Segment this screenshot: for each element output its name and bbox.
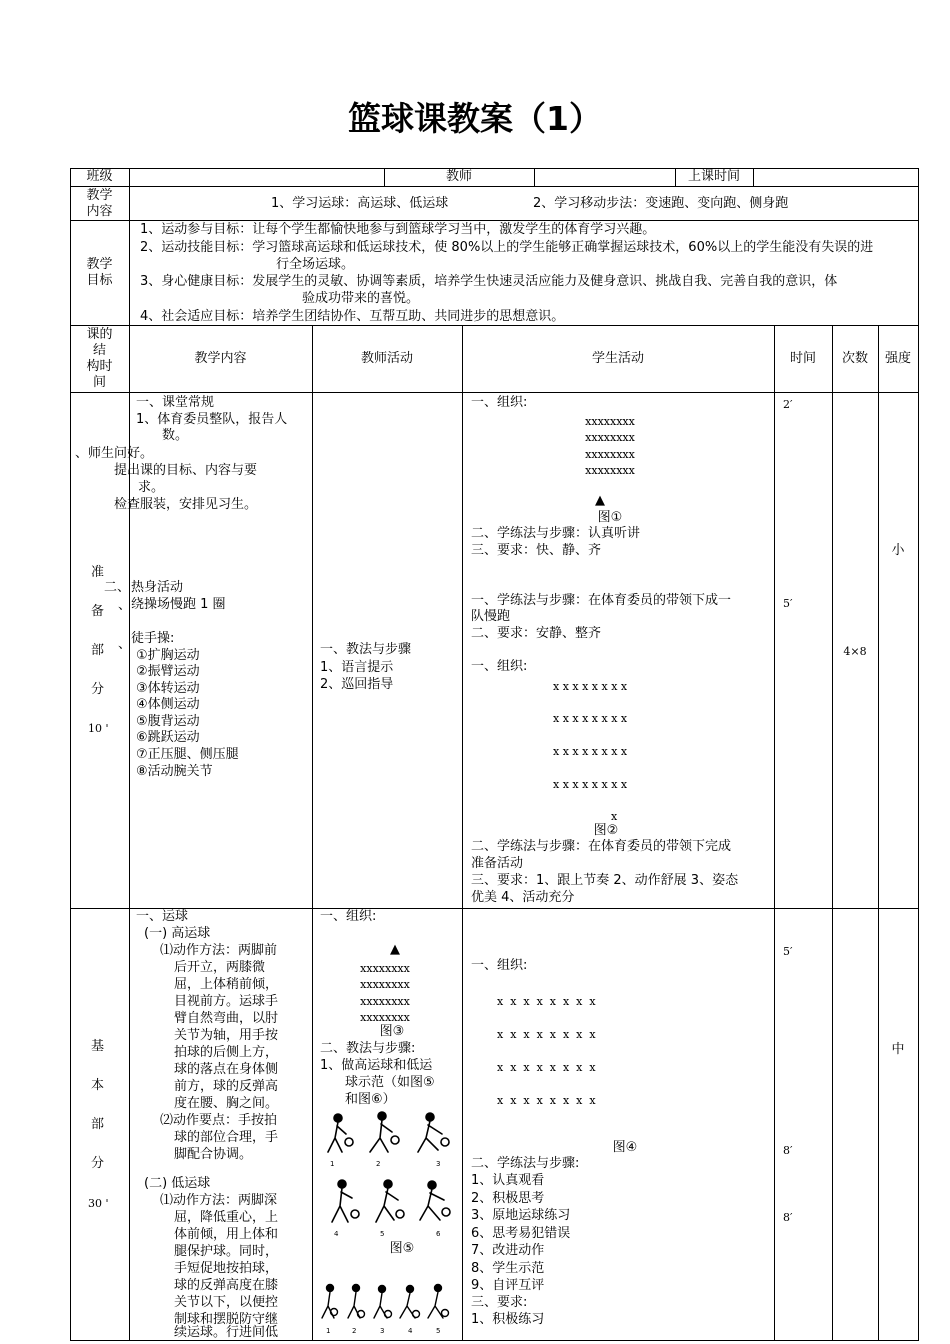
- basic-content-line: 制球和摆脱防守继: [174, 1312, 279, 1327]
- prep-time-2: 5′: [783, 597, 793, 610]
- prep-content-line: 一、课堂常规: [136, 395, 215, 410]
- fig-num: 5: [436, 1327, 441, 1335]
- intensity-header: 强度: [884, 351, 911, 366]
- prep-duration: 10 ': [88, 722, 109, 735]
- basic-time-1: 5′: [783, 945, 793, 958]
- basic-student-line: 1、认真观看: [471, 1173, 545, 1188]
- teacher-marker: ▲: [595, 493, 605, 508]
- formation-row: xxxxxxxx: [585, 415, 635, 428]
- formation-row: x x x x x x x x: [497, 995, 596, 1008]
- basic-content-line: 一、运球: [136, 909, 189, 924]
- content-item-1: 1、学习运球：高运球、低运球: [271, 196, 449, 211]
- prep-content-line: 绕操场慢跑 1 圈: [131, 597, 226, 612]
- basic-side-2: 本: [91, 1078, 105, 1093]
- basic-content-line: 度在腰、胸之间。: [174, 1096, 279, 1111]
- formation-row: x x x x x x x x: [553, 712, 628, 725]
- low-dribble-illustration: [318, 1278, 458, 1336]
- figure-1-caption: 图①: [597, 510, 623, 525]
- prep-student-line: 二、要求：安静、整齐: [471, 626, 602, 641]
- fig-num: 1: [330, 1160, 335, 1168]
- prep-content-line: ⑦正压腿、侧压腿: [136, 747, 239, 762]
- time-header: 时间: [789, 351, 816, 366]
- prep-content-line: 、: [118, 637, 132, 652]
- fig-num: 3: [436, 1160, 441, 1168]
- basic-content-line: 球的部位合理，手: [174, 1130, 279, 1145]
- basic-content-line: (一) 高运球: [144, 926, 211, 941]
- prep-side-2: 备: [91, 604, 105, 619]
- prep-side-4: 分: [91, 682, 105, 697]
- prep-side-3: 部: [91, 643, 105, 658]
- formation-row: xxxxxxxx: [585, 431, 635, 444]
- basic-content-line: 球的落点在身体侧: [174, 1062, 279, 1077]
- high-dribble-illustration: [318, 1108, 458, 1170]
- prep-content-line: 数。: [162, 428, 189, 443]
- prep-intensity: 小: [891, 543, 905, 558]
- formation-row: xxxxxxxx: [360, 978, 410, 991]
- prep-student-line: 一、学练法与步骤：在体育委员的带领下成一: [471, 593, 732, 608]
- prep-student-line: 优美 4、活动充分: [471, 890, 575, 905]
- prep-content-line: ①扩胸运动: [136, 648, 200, 663]
- fig-num: 6: [436, 1230, 441, 1238]
- prep-student-line: 二、学练法与步骤：认真听讲: [471, 526, 641, 541]
- page-title: 篮球课教案（1）: [348, 99, 602, 138]
- prep-content-line: ⑧活动腕关节: [136, 764, 213, 779]
- goal-line: 2、运动技能目标：学习篮球高运球和低运球技术，使 80%以上的学生能够正确掌握运球技术，60%以上的学生能没有失误的进: [140, 240, 874, 255]
- basic-student-line: 2、积极思考: [471, 1191, 545, 1206]
- basic-teacher-line: 二、教法与步骤:: [320, 1041, 416, 1056]
- prep-content-line: 求。: [138, 480, 165, 495]
- prep-content-line: 二、: [104, 580, 131, 595]
- basic-student-line: 1、积极练习: [471, 1312, 545, 1327]
- teacher-label: 教师: [445, 169, 472, 184]
- figure-3-caption: 图③: [379, 1024, 405, 1039]
- basic-content-line: 臂自然弯曲，以肘: [174, 1011, 279, 1026]
- prep-content-line: ③体转运动: [136, 681, 200, 696]
- basic-teacher-line: 球示范（如图⑤: [345, 1075, 435, 1090]
- prep-content-line: ④体侧运动: [136, 697, 200, 712]
- goal-line: 3、身心健康目标：发展学生的灵敏、协调等素质，培养学生快速灵活应能力及健身意识、挑战自我、完善自我的意识，体: [140, 274, 838, 289]
- formation-row: x x x x x x x x: [497, 1094, 596, 1107]
- basic-student-line: 8、学生示范: [471, 1261, 545, 1276]
- formation-row: x x x x x x x x: [497, 1061, 596, 1074]
- class-label: 班级: [86, 169, 113, 184]
- basic-student-line: 二、学练法与步骤:: [471, 1156, 580, 1171]
- basic-student-line: 7、改进动作: [471, 1243, 545, 1258]
- prep-student-line: 三、要求：1、跟上节奏 2、动作舒展 3、姿态: [471, 873, 739, 888]
- basic-content-line: 关节为轴，用手按: [174, 1028, 279, 1043]
- fig-num: 2: [376, 1160, 381, 1168]
- prep-content-line: 、: [118, 598, 132, 613]
- basic-content-line: ⑴动作方法：两脚深: [160, 1193, 278, 1208]
- basic-content-line: 屈，上体稍前倾，: [174, 977, 279, 992]
- basic-student-line: 一、组织:: [471, 958, 528, 973]
- basic-content-line: ⑴动作方法：两脚前: [160, 943, 278, 958]
- basic-time-3: 8′: [783, 1211, 793, 1224]
- fig-num: 3: [380, 1327, 385, 1335]
- fig-num: 5: [380, 1230, 385, 1238]
- basic-side-3: 部: [91, 1117, 105, 1132]
- prep-side-1: 准: [91, 565, 105, 580]
- prep-teacher-line: 1、语言提示: [320, 660, 394, 675]
- formation-row: x x x x x x x x: [553, 745, 628, 758]
- prep-teacher-line: 2、巡回指导: [320, 677, 394, 692]
- content-label: 教学 内容: [86, 188, 113, 219]
- content-item-2: 2、学习移动步法：变速跑、变向跑、侧身跑: [533, 196, 789, 211]
- basic-intensity: 中: [891, 1042, 905, 1057]
- formation-row: xxxxxxxx: [585, 448, 635, 461]
- fig-num: 1: [326, 1327, 331, 1335]
- fig-num: 2: [352, 1327, 357, 1335]
- figure-2-caption: 图②: [593, 823, 619, 838]
- basic-student-line: 三、要求:: [471, 1295, 528, 1310]
- basic-content-line: 手短促地按拍球，: [174, 1261, 279, 1276]
- formation-row: xxxxxxxx: [585, 464, 635, 477]
- prep-student-line: 三、要求：快、静、齐: [471, 543, 602, 558]
- basic-duration: 30 ': [88, 1197, 109, 1210]
- basic-teacher-line: 一、组织:: [320, 909, 377, 924]
- class-time-label: 上课时间: [687, 169, 740, 184]
- basic-content-line: 目视前方。运球手: [174, 994, 279, 1009]
- basic-content-line: 球的反弹高度在膝: [174, 1278, 279, 1293]
- prep-content-line: 检查服装，安排见习生。: [114, 497, 258, 512]
- prep-student-line: 一、组织:: [471, 659, 528, 674]
- basic-side-4: 分: [91, 1156, 105, 1171]
- basic-content-line: 后开立，两膝微: [174, 960, 266, 975]
- basic-teacher-line: 和图⑥）: [345, 1092, 396, 1107]
- goals-label: 教学 目标: [86, 257, 113, 288]
- basic-content-line: (二) 低运球: [144, 1176, 211, 1191]
- basic-student-line: 6、思考易犯错误: [471, 1226, 571, 1241]
- leader-marker: x: [611, 810, 618, 823]
- prep-content-line: ⑥跳跃运动: [136, 730, 200, 745]
- basic-content-line: 关节以下，以便控: [174, 1295, 279, 1310]
- formation-row: xxxxxxxx: [360, 995, 410, 1008]
- formation-row: x x x x x x x x: [553, 778, 628, 791]
- basic-side-1: 基: [91, 1039, 105, 1054]
- prep-student-line: 二、学练法与步骤：在体育委员的带领下完成: [471, 839, 732, 854]
- formation-row: xxxxxxxx: [360, 962, 410, 975]
- basic-content-line: 拍球的后侧上方，: [174, 1045, 279, 1060]
- formation-row: xxxxxxxx: [360, 1011, 410, 1024]
- prep-student-line: 队慢跑: [471, 609, 511, 624]
- prep-content-line: ⑤腹背运动: [136, 714, 200, 729]
- prep-content-line: 提出课的目标、内容与要: [114, 463, 258, 478]
- basic-content-line: 腿保护球。同时，: [174, 1244, 279, 1259]
- goal-line: 1、运动参与目标：让每个学生都愉快地参与到篮球学习当中，激发学生的体育学习兴趣。: [140, 222, 656, 237]
- figure-5-caption: 图⑤: [389, 1241, 415, 1256]
- basic-content-line: 脚配合协调。: [174, 1147, 253, 1162]
- fig-num: 4: [334, 1230, 339, 1238]
- teacher-marker: ▲: [390, 942, 400, 957]
- figure-4-caption: 图④: [612, 1140, 638, 1155]
- basic-content-line: 屈，降低重心，上: [174, 1210, 279, 1225]
- formation-row: x x x x x x x x: [553, 680, 628, 693]
- basic-student-line: 9、自评互评: [471, 1278, 545, 1293]
- goal-line: 验成功带来的喜悦。: [302, 291, 420, 306]
- count-header: 次数: [841, 351, 868, 366]
- basic-time-2: 8′: [783, 1144, 793, 1157]
- teacher-header: 教师活动: [360, 351, 413, 366]
- fig-num: 4: [408, 1327, 413, 1335]
- student-header: 学生活动: [591, 351, 644, 366]
- prep-content-line: 热身活动: [131, 580, 184, 595]
- prep-teacher-line: 一、教法与步骤: [320, 642, 412, 657]
- basic-content-line: 续运球。行进间低: [174, 1325, 279, 1340]
- goal-line: 行全场运球。: [276, 257, 355, 272]
- basic-content-line: 体前倾，用上体和: [174, 1227, 279, 1242]
- formation-row: x x x x x x x x: [497, 1028, 596, 1041]
- prep-time-1: 2′: [783, 398, 793, 411]
- goal-line: 4、社会适应目标：培养学生团结协作、互帮互助、共同进步的思想意识。: [140, 309, 565, 324]
- prep-content-line: 、师生问好。: [75, 446, 154, 461]
- content-header: 教学内容: [194, 351, 247, 366]
- basic-content-line: 前方，球的反弹高: [174, 1079, 279, 1094]
- basic-teacher-line: 1、做高运球和低运: [320, 1058, 433, 1073]
- prep-content-line: 徒手操:: [131, 631, 175, 646]
- prep-student-line: 准备活动: [471, 856, 524, 871]
- basic-content-line: ⑵动作要点：手按拍: [160, 1113, 278, 1128]
- prep-count: 4×8: [843, 645, 867, 658]
- high-dribble-illustration-2: [318, 1176, 458, 1238]
- basic-student-line: 3、原地运球练习: [471, 1208, 571, 1223]
- prep-student-line: 一、组织:: [471, 395, 528, 410]
- prep-content-line: ②振臂运动: [136, 664, 200, 679]
- prep-content-line: 1、体育委员整队，报告人: [136, 412, 288, 427]
- structure-header: 课的 结 构时 间: [86, 327, 113, 390]
